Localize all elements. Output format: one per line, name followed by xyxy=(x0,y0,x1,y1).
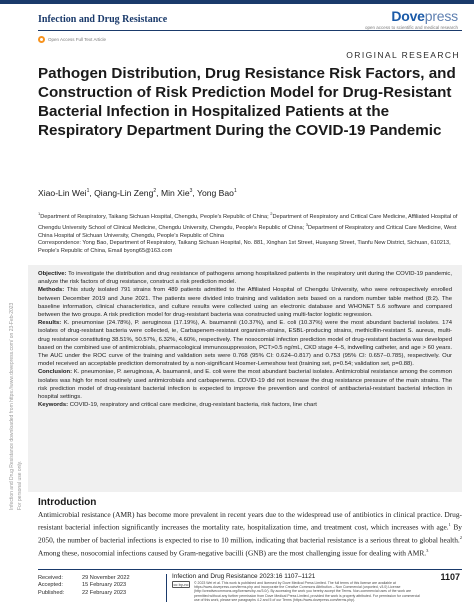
author-name[interactable]: Qiang-Lin Zeng xyxy=(94,188,154,198)
open-access-icon xyxy=(38,36,45,43)
license-text: © 2023 Wei et al. This work is published and licensed by Dove Medical Press Limited. The full terms of this license are available at https://www.dovepress.com/terms.php and incorporate the Creative Commons Attribution – Non Commercial (unported, v3.0) License (http://creativecommons.org/licenses/by-nc/3.0/). By accessing the work you hereby accept the Terms. Non-commercial uses of the work are permitted without any further permission from Dove Medical Press Limited, provided the work is properly attributed. For permission for commercial use of this work, please see paragraphs 4.2 and 5 of our Terms (https://www.dovepress.com/terms.php). xyxy=(194,581,420,602)
publisher-logo: Dovepress xyxy=(391,8,458,24)
license-block xyxy=(172,581,424,602)
personal-use-notice: For personal use only. xyxy=(17,460,23,510)
author-name[interactable]: Yong Bao xyxy=(197,188,234,198)
introduction-text: Antimicrobial resistance (AMR) has become more prevalent in recent years due to the widespread use of antibiotics in clinical practice. Drug-resistant bacterial infection significantly increases the mortality rate, hospitalization time, and treatment cost, which increases with age.$^1$ By 2050, the number of bacterial infections is expected to rise to 10 million, indicating that bacterial resistance is a serious threat to global health.$^2$ Among these, nosocomial infections caused by Gram-negative bacilli (GNB) are the most challenging issue for dealing with AMR.$^3$ xyxy=(38,510,462,558)
journal-name[interactable]: Infection and Drug Resistance xyxy=(38,14,168,25)
citation-ref[interactable]: 3 xyxy=(426,548,429,554)
publisher-tagline: open access to scientific and medical research xyxy=(364,25,458,30)
section-heading-introduction: Introduction xyxy=(38,497,97,508)
open-access-badge xyxy=(38,36,106,43)
side-margin-notice xyxy=(3,150,23,510)
footer-divider xyxy=(166,574,167,602)
footer-citation: Infection and Drug Resistance 2023:16 1107–1121 xyxy=(172,573,316,580)
author-affiliation-marker: 1 xyxy=(233,188,237,195)
abstract-results: Results: K. pneumoniae (24.78%), P. aeruginosa (17.19%), A. baumannii (10.37%), and E. coli (10.37%) were the most abundant bacterial isolates. 174 isolates of drug-resistant bacteria were collected, ie, Carbapenem-resistant organism-strains, ESBL-producing strains, methicillin-resistant S. aureus, multi-drug resistance constituting 38.51%, 50.57%, 6.32%, 4.60%, respectively. The nosocomial infection prediction model of drug-resistant bacteria was developed based on the combined use of antimicrobials, pharmacological immunosuppression, PCT>0.5 ng/mL, CKD stage 4–5, indwelling catheter, and age > 60 years. The AUC under the ROC curve of the training and validation sets were 0.768 (95% CI: 0.624–0.817) and 0.753 (95% CI: 0.657–0.785), respectively. Our model received an acceptable prediction demonstrated by a non-significant Hosmer-Lemeshow test (training set, p=0.54; validation set, p=0.88). xyxy=(38,320,452,368)
affiliation-1: Department of Respiratory, Taikang Sichuan Hospital, Chengdu, People's Republic of China; xyxy=(40,213,271,220)
affiliation-2: Department of Respiratory and Critical Care Medicine, Affiliated Hospital of Chengdu University School of Clinical Medicine, Chengdu University, Chengdu, People's Republic of China; xyxy=(38,213,458,232)
abstract-objective: Objective: To investigate the distribution and drug resistance of pathogens among hospitalized patients in the respiratory unit during the COVID-19 pandemic, analyze the risk factors of drug resistance, construct a risk prediction model. xyxy=(38,271,452,286)
abstract xyxy=(28,265,462,492)
abstract-keywords: Keywords: COVID-19, respiratory and critical care medicine, drug-resistant bacteria, risk factors, line chart xyxy=(38,402,317,409)
published-date: 22 February 2023 xyxy=(82,589,127,596)
publication-dates: Received: 29 November 2022 Accepted: 15 February 2023 Published: 22 February 2023 xyxy=(38,575,130,596)
author-affiliation-marker: 3 xyxy=(189,188,193,195)
affiliation-3: Department of Respiratory and Critical Care Medicine, West China Hospital of Sichuan University, Chengdu, People's Republic of China xyxy=(38,225,457,239)
page-number: 1107 xyxy=(440,572,460,582)
abstract-methods: Methods: This study isolated 791 strains from 489 patients admitted to the Affiliated Hospital of Chengdu University, who were retrospectively enrolled between December 2019 and June 2021. The patients were divided into training and validation sets based on a random number table method (8:2). The baseline information, clinical characteristics, and culture results were collected using an electronic database and WHONET 5.6 software and compared between the two groups. A risk prediction model for drug-resistant bacteria was constructed using multi-factor logistic regression. xyxy=(38,287,452,319)
download-notice: Infection and Drug Resistance downloaded from https://www.dovepress.com/ on 23-Feb-2023 xyxy=(9,302,15,510)
creative-commons-icon[interactable]: cc by-nc xyxy=(173,582,189,587)
author-affiliation-marker: 2 xyxy=(153,188,157,195)
footer-rule xyxy=(38,569,462,570)
correspondence: Correspondence: Yong Bao, Department of Respiratory, Taikang Sichuan Hospital, No. 881, Xinghan 1st Street, Huayang Street, Tianfu New District, Sichuan, 610213, People's Republic of China, Email byong65@163.com xyxy=(38,240,451,254)
publisher-brand[interactable] xyxy=(365,8,458,30)
open-access-label: Open Access Full Text Article xyxy=(48,37,106,42)
received-date: 29 November 2022 xyxy=(82,575,130,581)
citation-ref[interactable]: 2 xyxy=(459,535,462,541)
article-type: ORIGINAL RESEARCH xyxy=(346,50,460,60)
accepted-date: 15 February 2023 xyxy=(82,582,127,589)
author-list: Xiao-Lin Wei$^1$, Qiang-Lin Zeng$^2$, Min Xie$^3$, Yong Bao$^1$ xyxy=(38,188,237,198)
header-rule xyxy=(38,30,462,31)
author-name[interactable]: Xiao-Lin Wei xyxy=(38,188,87,198)
article-title: Pathogen Distribution, Drug Resistance Risk Factors, and Construction of Risk Prediction Model for Drug-Resistant Bacterial Infection in Hospitalized Patients at the Respiratory Department During the COVID-19 Pandemic xyxy=(38,65,456,139)
citation-ref[interactable]: 1 xyxy=(448,522,451,528)
author-affiliation-marker: 1 xyxy=(86,188,90,195)
affiliations: $^1$Department of Respiratory, Taikang Sichuan Hospital, Chengdu, People's Republic of China; $^2$Department of Respiratory and Critical Care Medicine, Affiliated Hospital of Chengdu University School of Clinical Medicine, Chengdu University, Chengdu, People's Republic of China; $^3$Department of Respiratory and Critical Care Medicine, West China Hospital of Sichuan University, Chengdu, People's Republic of China xyxy=(38,211,458,239)
author-name[interactable]: Min Xie xyxy=(160,188,190,198)
abstract-conclusion: Conclusion: K. pneumoniae, P. aeruginosa, A. baumannii, and E. coli were the most abundant bacterial isolates. Antimicrobial resistance among the common isolates was high for most routinely used antimicrobials and carbapenems. COVID-19 did not increase the drug resistance pressure of the main strains. The risk prediction model of drug-resistant bacterial infection is expected to improve the prevention and control of antibacterial-resistant bacterial infection in hospital settings. xyxy=(38,369,452,401)
top-color-bar xyxy=(0,0,474,4)
